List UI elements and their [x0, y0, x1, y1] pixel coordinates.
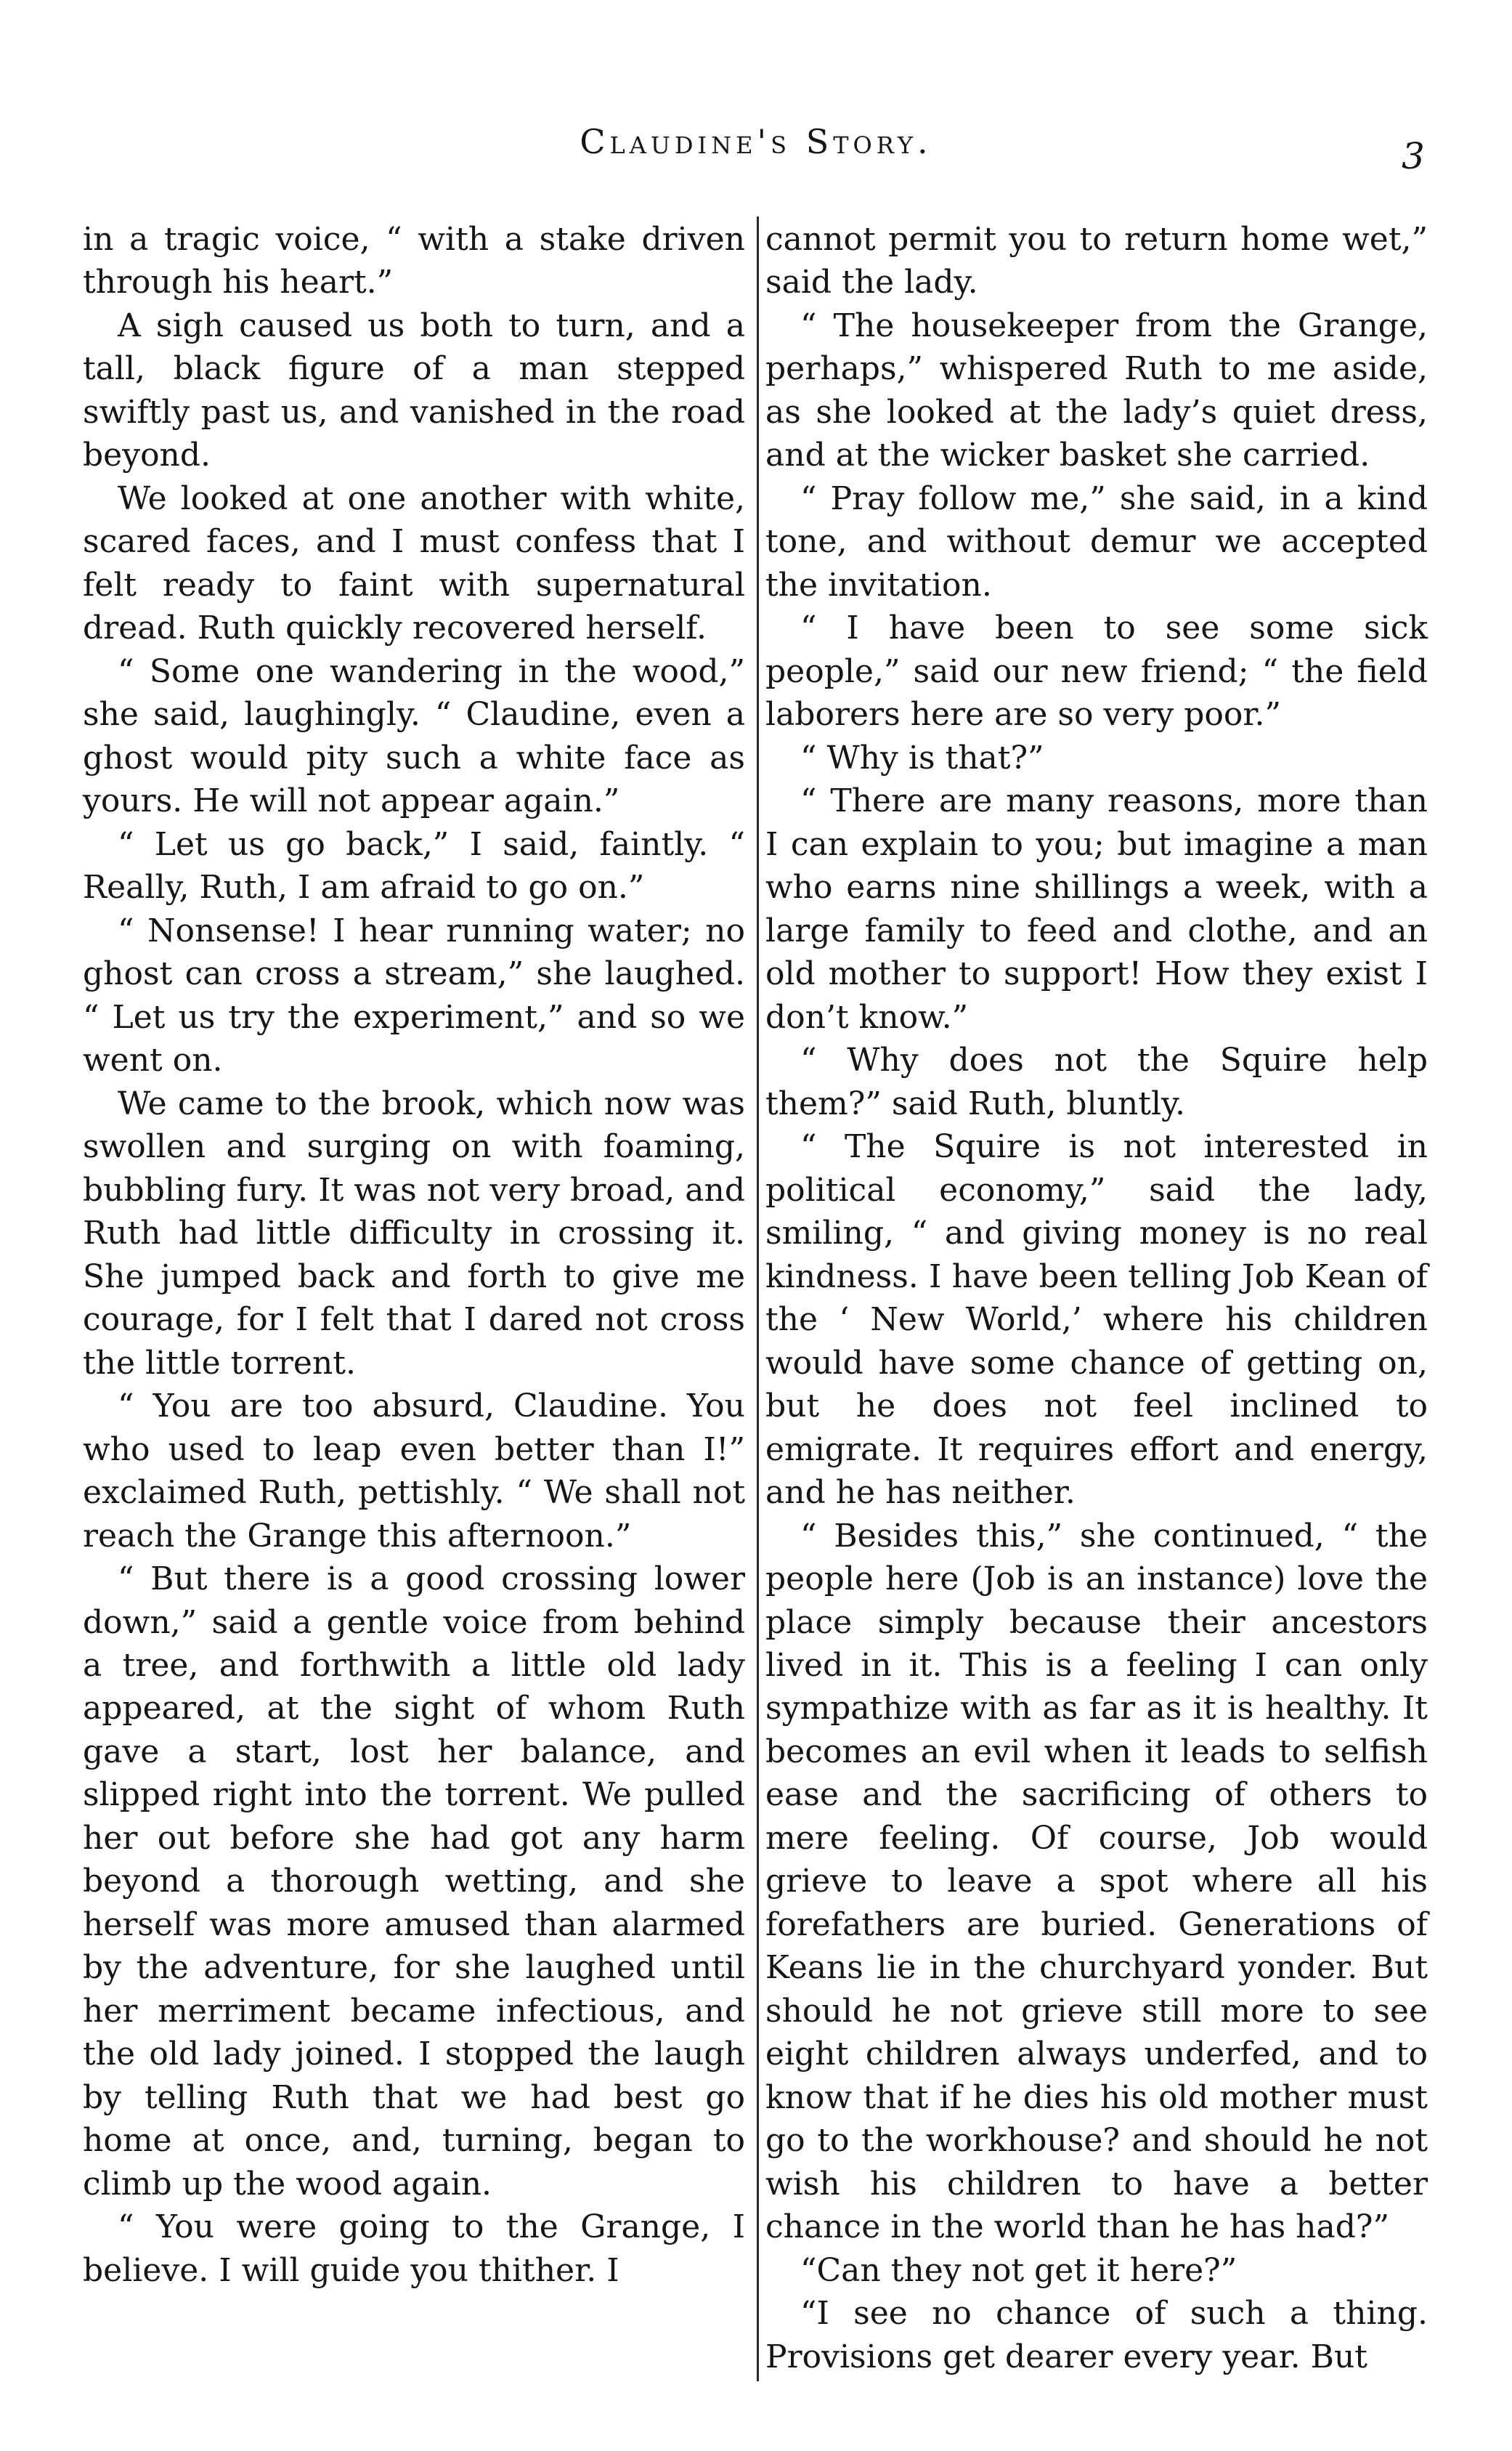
paragraph: “ You are too absurd, Claudine. You who used to leap even better than I!” exclaimed Ruth, pettishly. “ We shall not reach the Grange this afternoon.”	[83, 1387, 745, 1555]
paragraph: “ Why does not the Squire help them?” said Ruth, bluntly.	[765, 1042, 1428, 1122]
paragraph: “ You were going to the Grange, I believe. I will guide you thither. I	[83, 2208, 745, 2289]
paragraph: cannot permit you to return home wet,” said the lady.	[765, 221, 1428, 301]
paragraph: “ Nonsense! I hear running water; no ghost can cross a stream,” she laughed. “ Let us try the experiment,” and so we went on.	[83, 912, 745, 1079]
paragraph: “ But there is a good crossing lower down,” said a gentle voice from behind a tree, and forthwith a little old lady appeared, at the sight of whom Ruth gave a start, lost her balance, and slipped right into the torrent. We pulled her out before she had got any harm beyond a thorough wetting, and she herself was more amused than alarmed by the adventure, for she laughed until her merriment became infectious, and the old lady joined. I stopped the laugh by telling Ruth that we had best go home at once, and, turning, began to climb up the wood again.	[83, 1560, 745, 2203]
paragraph: “ I have been to see some sick people,” said our new friend; “ the field laborers here are so very poor.”	[765, 609, 1428, 734]
paragraph: “I see no chance of such a thing. Provisions get dearer every year. But	[765, 2295, 1428, 2375]
paragraph: “ Pray follow me,” she said, in a kind tone, and without demur we accepted the invitation.	[765, 479, 1428, 604]
left-column	[83, 218, 745, 2292]
paragraph: “ Let us go back,” I said, faintly. “ Really, Ruth, I am afraid to go on.”	[83, 825, 745, 907]
right-column	[765, 218, 1428, 2378]
paragraph: “ The housekeeper from the Grange, perhaps,” whispered Ruth to me aside, as she looked at the lady’s quiet dress, and at the wicker basket she carried.	[765, 307, 1428, 474]
page-number: 3	[1402, 135, 1425, 177]
column-divider	[757, 216, 759, 2381]
paragraph: “ Some one wandering in the wood,” she said, laughingly. “ Claudine, even a ghost would pity such a white face as yours. He will not appear again.”	[83, 652, 745, 820]
paragraph: “ The Squire is not interested in political economy,” said the lady, smiling, “ and giving money is no real kindness. I have been telling Job Kean of the ‘ New World,’ where his children would have some chance of getting on, but he does not feel inclined to emigrate. It requires effort and energy, and he has neither.	[765, 1128, 1428, 1512]
paragraph: “ Why is that?”	[800, 739, 1044, 777]
paragraph: We came to the brook, which now was swollen and surging on with foaming, bubbling fury. It was not very broad, and Ruth had little difficulty in crossing it. She jumped back and forth to give me courage, for I felt that I dared not cross the little torrent.	[83, 1085, 745, 1382]
running-head: Claudine's Story.	[580, 122, 932, 161]
paragraph: “Can they not get it here?”	[800, 2251, 1237, 2289]
paragraph: A sigh caused us both to turn, and a tall, black figure of a man stepped swiftly past us, and vanished in the road beyond.	[83, 307, 745, 474]
paragraph: We looked at one another with white, scared faces, and I must confess that I felt ready to faint with supernatural dread. Ruth quickly recovered herself.	[83, 479, 745, 647]
paragraph: in a tragic voice, “ with a stake driven through his heart.”	[83, 221, 745, 301]
paragraph: “ Besides this,” she continued, “ the people here (Job is an instance) love the place simply because their ancestors lived in it. This is a feeling I can only sympathize with as far as it is healthy. It becomes an evil when it leads to selfish ease and the sacrificing of others to mere feeling. Of course, Job would grieve to leave a spot where all his forefathers are buried. Generations of Keans lie in the churchyard yonder. But should he not grieve still more to see eight children always underfed, and to know that if he dies his old mother must go to the workhouse? and should he not wish his children to have a better chance in the world than he has had?”	[765, 1517, 1428, 2246]
paragraph: “ There are many reasons, more than I can explain to you; but imagine a man who earns nine shillings a week, with a large family to feed and clothe, and an old mother to support! How they exist I don’t know.”	[765, 782, 1428, 1036]
